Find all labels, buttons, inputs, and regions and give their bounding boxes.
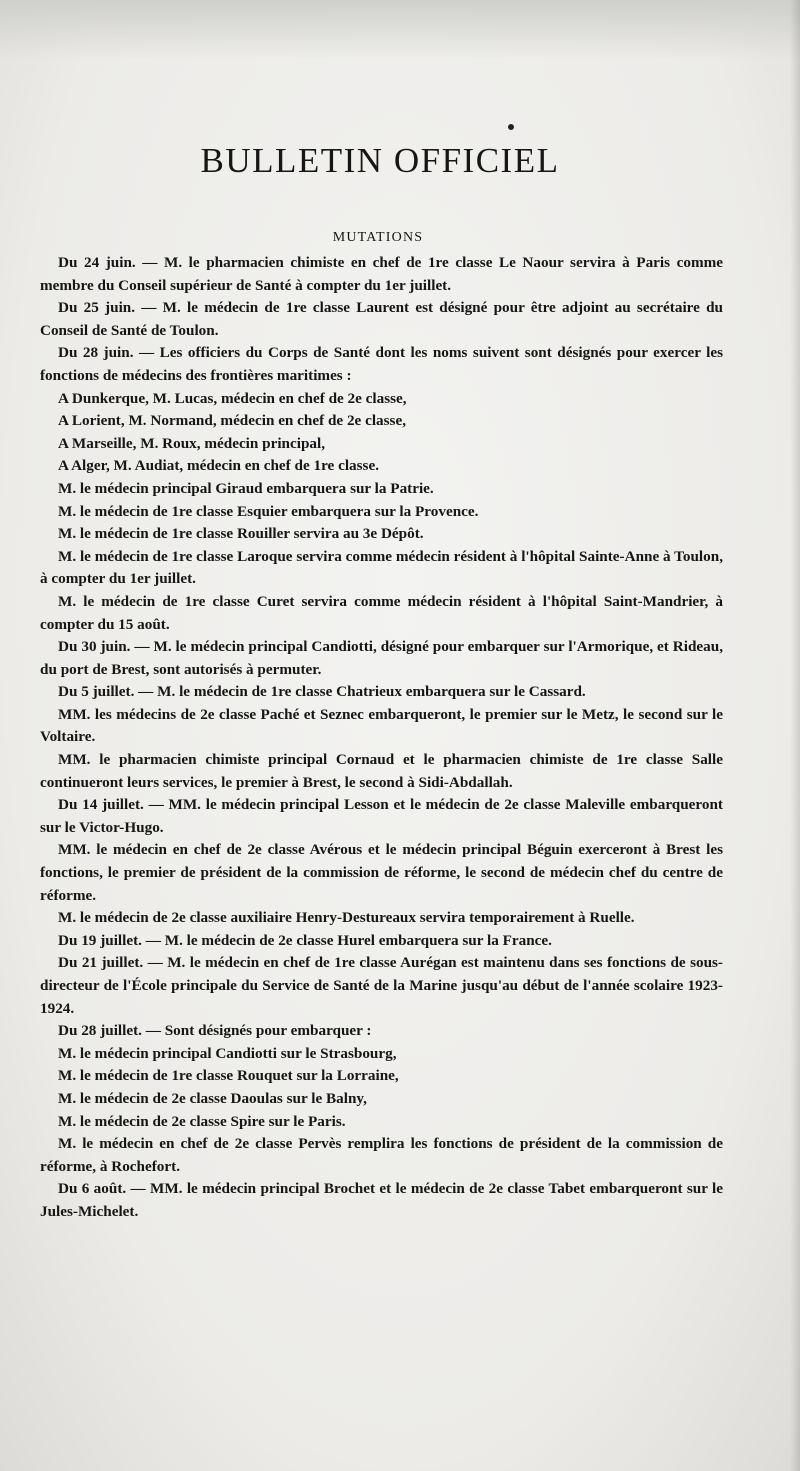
paragraph: Du 28 juin. — Les officiers du Corps de Santé dont les noms suivent sont désignés pour exercer les fonctions de médecins des frontières maritimes : (40, 344, 723, 384)
paragraph: MM. le médecin en chef de 2e classe Avérous et le médecin principal Béguin exerceront à Brest les fonctions, le premier de président de la commission de réforme, le second de médecin chef du centre de réforme. (40, 841, 723, 904)
list-item: M. le médecin principal Candiotti sur le Strasbourg, (58, 1044, 397, 1062)
page-fold-shadow (790, 0, 800, 1471)
paragraph: Du 19 juillet. — M. le médecin de 2e classe Hurel embarquera sur la France. (58, 931, 552, 949)
paragraph: M. le médecin en chef de 2e classe Pervès remplira les fonctions de président de la commission de réforme, à Rochefort. (40, 1135, 723, 1175)
paragraph: Du 25 juin. — M. le médecin de 1re classe Laurent est désigné pour être adjoint au secrétaire du Conseil de Santé de Toulon. (40, 299, 723, 339)
list-item: A Dunkerque, M. Lucas, médecin en chef de 2e classe, (58, 389, 407, 407)
paragraph: Du 30 juin. — M. le médecin principal Candiotti, désigné pour embarquer sur l'Armorique, et Rideau, du port de Brest, sont autorisés à permuter. (40, 638, 723, 678)
paragraph: M. le médecin de 1re classe Rouiller servira au 3e Dépôt. (58, 525, 424, 543)
paragraph: Du 24 juin. — M. le pharmacien chimiste en chef de 1re classe Le Naour servira à Paris comme membre du Conseil supérieur de Santé à compter du 1er juillet. (40, 254, 723, 294)
paragraph: M. le médecin principal Giraud embarquera sur la Patrie. (58, 479, 434, 497)
paragraph: M. le médecin de 1re classe Curet servira comme médecin résident à l'hôpital Saint-Mandrier, à compter du 15 août. (40, 592, 723, 633)
section-heading: MUTATIONS (332, 230, 424, 245)
list-item: M. le médecin de 1re classe Rouquet sur la Lorraine, (58, 1067, 399, 1085)
list-item: M. le médecin de 2e classe Spire sur le Paris. (58, 1112, 346, 1130)
paragraph: Du 6 août. — MM. le médecin principal Brochet et le médecin de 2e classe Tabet embarqueront sur le Jules-Michelet. (40, 1180, 723, 1220)
paragraph: M. le médecin de 1re classe Laroque servira comme médecin résident à l'hôpital Sainte-Anne à Toulon, à compter du 1er juillet. (40, 547, 723, 588)
paragraph: MM. les médecins de 2e classe Paché et Seznec embarqueront, le premier sur le Metz, le second sur le Voltaire. (40, 705, 723, 746)
ink-dot (508, 124, 514, 130)
page-title: BULLETIN OFFICIEL (200, 141, 560, 180)
paragraph: M. le médecin de 2e classe auxiliaire Henry-Destureaux servira temporairement à Ruelle. (58, 909, 635, 927)
page-edge (0, 0, 800, 60)
paragraph: Du 28 juillet. — Sont désignés pour embarquer : (58, 1022, 372, 1040)
list-item: A Marseille, M. Roux, médecin principal, (58, 434, 326, 452)
list-item: A Alger, M. Audiat, médecin en chef de 1re classe. (58, 457, 380, 475)
paragraph: MM. le pharmacien chimiste principal Cornaud et le pharmacien chimiste de 1re classe Salle continueront leurs services, le premier à Brest, le second à Sidi-Abdallah. (40, 751, 723, 791)
document-body (40, 252, 723, 1224)
list-item: M. le médecin de 2e classe Daoulas sur le Balny, (58, 1089, 367, 1107)
paragraph: M. le médecin de 1re classe Esquier embarquera sur la Provence. (58, 502, 479, 520)
paragraph: Du 14 juillet. — MM. le médecin principal Lesson et le médecin de 2e classe Maleville embarqueront sur le Victor-Hugo. (40, 796, 723, 836)
list-item: A Lorient, M. Normand, médecin en chef de 2e classe, (58, 412, 406, 430)
paragraph: Du 21 juillet. — M. le médecin en chef de 1re classe Aurégan est maintenu dans ses fonctions de sous-directeur de l'École principale du Service de Santé de la Marine jusqu'au début de l'année scolaire 1923-1924. (40, 954, 723, 1017)
paragraph: Du 5 juillet. — M. le médecin de 1re classe Chatrieux embarquera sur le Cassard. (58, 683, 586, 701)
